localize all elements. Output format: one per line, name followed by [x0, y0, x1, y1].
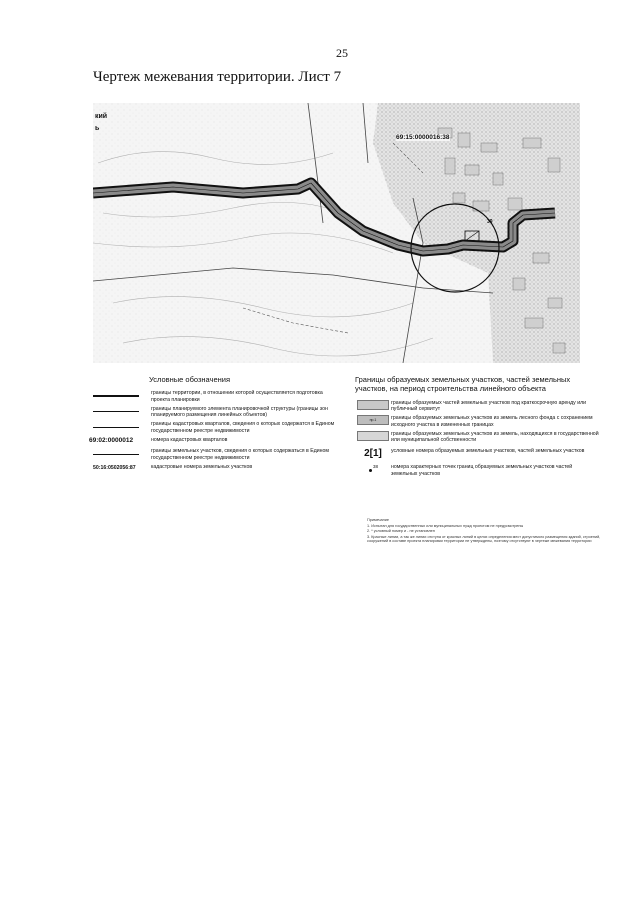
page-number: 25: [336, 46, 348, 60]
legend-item-text: границы земельных участков, сведения о которых содержаться в Едином государственном реестре недвижимости: [151, 448, 329, 461]
legend-item: [93, 421, 343, 434]
legend-item: [355, 415, 600, 428]
legend-item: [355, 400, 600, 413]
swatch-symbol: [357, 415, 389, 425]
legend-item-text: номера кадастровых кварталов: [151, 436, 228, 443]
legend-item-text: границы кадастровых кварталов, сведения о которых содержатся в Едином государственном реестре недвижимости: [151, 421, 335, 434]
legend-item-text: границы территории, в отношении которой осуществляется подготовка проекта планировки: [151, 390, 323, 403]
note-line: 3. Красные линии, а так же линии отступа от красных линий в целях определения мест допустимого размещения зданий, строений, сооружений в составе проекта планировки территории не утверждены, поэтому отсутствуют в чертеже межевания территории: [367, 534, 601, 544]
map-drawing: [93, 103, 580, 363]
legend-item-text: кадастровые номера земельных участков: [151, 463, 253, 470]
legend-item-text: границы образуемых земельных участков из земель, находящихся в государственной или муниципальной собственности: [391, 430, 599, 444]
legend-right: [355, 375, 600, 480]
thin-line-symbol: [93, 454, 139, 455]
medium-line-symbol: [93, 427, 139, 428]
legend-item: [93, 448, 343, 461]
legend-item-text: границы образуемых частей земельных участков под краткосрочную аренду или публичный сервитут: [391, 399, 587, 413]
legend-item-text: условные номера образуемых земельных участков, частей земельных участков: [391, 447, 585, 454]
legend-item: [89, 436, 343, 446]
conditional-number-symbol: 2[1]: [364, 447, 382, 459]
cadastral-number-label: 69:15:0000016:38: [396, 134, 450, 141]
legend-item: [355, 431, 600, 444]
note-line: 2. * условный номер и - не установлен: [367, 529, 435, 534]
thin-line-symbol: [93, 411, 139, 412]
map-edge-label-2: ь: [95, 125, 100, 132]
legend-item: [355, 448, 600, 461]
quarter-number-symbol: 69:02:0000012: [89, 437, 134, 445]
thick-line-symbol: [93, 395, 139, 397]
swatch-label: пр.1: [369, 418, 377, 423]
legend-left: [89, 375, 343, 475]
map-edge-label-1: кий: [95, 113, 108, 120]
legend-item: [93, 464, 343, 473]
notes: [367, 518, 607, 545]
survey-map: [93, 103, 580, 363]
legend-item: [93, 406, 343, 419]
legend-item-text: номера характерных точек границ образуемых земельных участков частей земельных участков: [391, 464, 573, 477]
notes-heading: Примечание: [367, 518, 389, 522]
legend-item-text: границы образуемых земельных участков из земель лесного фонда с сохранением исходного участка в измененных границах: [391, 415, 593, 428]
point-symbol-label: 38: [373, 464, 379, 470]
legend-item: [93, 390, 343, 403]
legend-heading: Условные обозначения: [149, 375, 231, 384]
point-number-label: 39: [487, 219, 493, 225]
swatch-symbol: [357, 400, 389, 410]
legend-item-text: границы планируемого элемента планировочной структуры (границы зон планируемого размещения линейных объектов): [151, 405, 328, 419]
point-symbol: [365, 464, 381, 474]
note-line: 1. Испытан для государственных или муниципальных нужд проектом не предусмотрены: [367, 523, 524, 528]
legend-heading: Границы образуемых земельных участков, частей земельных участков, на период строительства линейного объекта: [355, 375, 571, 394]
swatch-symbol: [357, 431, 389, 441]
legend-item: [355, 464, 600, 477]
page-title: Чертеж межевания территории. Лист 7: [93, 69, 342, 85]
parcel-number-symbol: 50:16:0502056:87: [93, 465, 136, 472]
